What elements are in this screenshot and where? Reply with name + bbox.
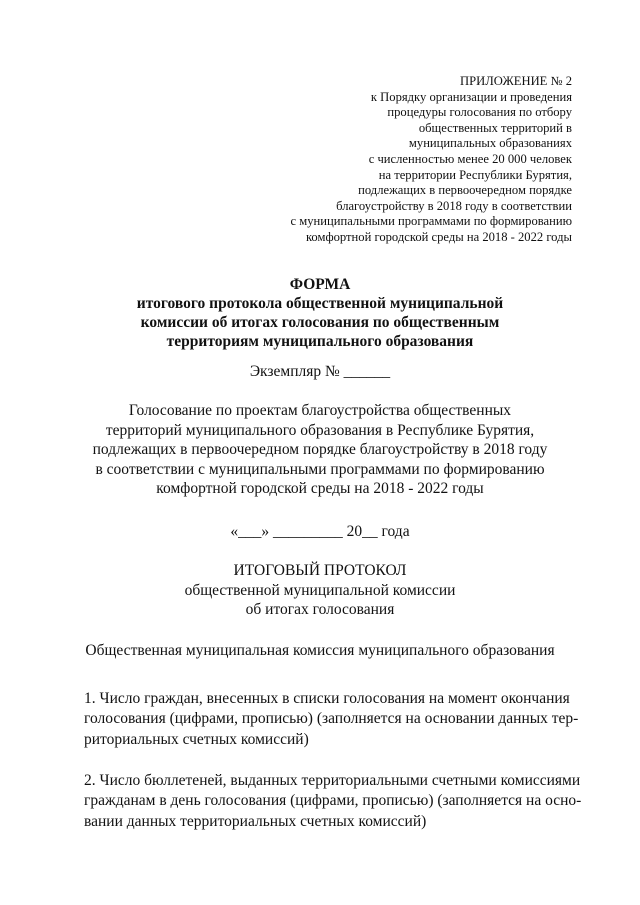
appendix-line: с муниципальными программами по формированию [290, 214, 572, 229]
form-title-line: итогового протокола общественной муниципальной [136, 295, 504, 312]
voting-title-line: комфортной городской среды на 2018 - 2022 годы [156, 480, 484, 498]
protocol-item-line: вании данных территориальных счетных комиссий) [84, 812, 427, 830]
appendix-line: подлежащих в первоочередном порядке [358, 183, 572, 198]
appendix-line: к Порядку организации и проведения [370, 89, 572, 104]
appendix-line: процедуры голосования по отбору [387, 105, 572, 120]
appendix-number: ПРИЛОЖЕНИЕ № 2 [460, 74, 572, 88]
instance-number-line: Экземпляр № ______ [249, 363, 391, 380]
protocol-subtitle: общественной муниципальной комиссии [184, 581, 456, 599]
appendix-line: муниципальных образованиях [408, 136, 572, 151]
protocol-item-line: 1. Число граждан, внесенных в списки голосования на момент окончания [84, 690, 570, 707]
protocol-title [0, 561, 640, 620]
form-title-line: комиссии об итогах голосования по общественным [140, 314, 500, 331]
protocol-heading: ИТОГОВЫЙ ПРОТОКОЛ [233, 562, 407, 579]
appendix-line: на территории Республики Бурятия, [378, 167, 572, 182]
protocol-item-2 [84, 771, 582, 832]
appendix-line: комфортной городской среды на 2018 - 2022 годы [305, 229, 572, 244]
appendix-line: общественных территорий в [418, 120, 572, 135]
appendix-line: благоустройству в 2018 году в соответствии [336, 198, 572, 213]
voting-title-line: в соответствии с муниципальными программами по формированию [95, 460, 545, 478]
appendix-line: с численностью менее 20 000 человек [368, 151, 572, 166]
voting-title-line: подлежащих в первоочередном порядке благоустройству в 2018 году [92, 441, 548, 459]
voting-title [0, 401, 640, 499]
voting-title-line: Голосование по проектам благоустройства общественных [128, 402, 512, 419]
protocol-item-line: гражданам в день голосования (цифрами, прописью) (заполняется на осно- [84, 792, 582, 810]
commission-line: Общественная муниципальная комиссия муниципального образования [85, 642, 555, 659]
appendix-header [212, 74, 572, 246]
protocol-item-line: голосования (цифрами, прописью) (заполняется на основании данных тер- [84, 710, 579, 728]
form-title-line: территориям муниципального образования [166, 333, 474, 350]
protocol-item-line: 2. Число бюллетеней, выданных территориальными счетными комиссиями [84, 772, 581, 789]
form-title [0, 275, 640, 351]
voting-title-line: территорий муниципального образования в Республике Бурятия, [105, 421, 535, 439]
protocol-item-1 [84, 689, 579, 750]
form-title-heading: ФОРМА [289, 276, 351, 293]
protocol-item-line: риториальных счетных комиссий) [84, 730, 309, 748]
protocol-subtitle: об итогах голосования [245, 601, 395, 619]
date-line: «___» _________ 20__ года [230, 523, 410, 540]
